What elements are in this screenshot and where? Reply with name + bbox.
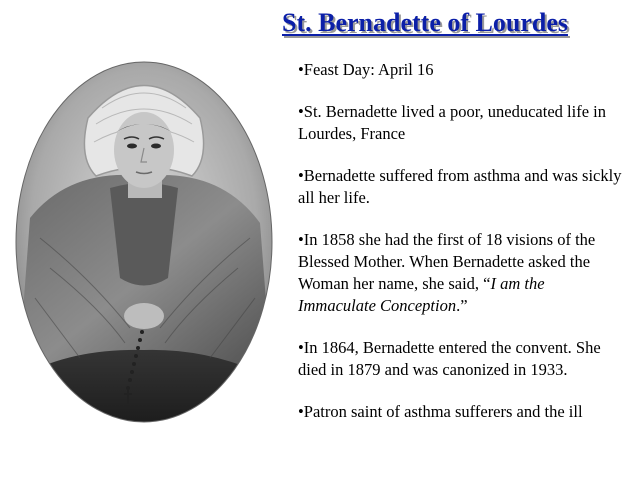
bullet-text: St. Bernadette lived a poor, uneducated life in Lourdes, France — [298, 102, 606, 143]
bullet-text: Feast Day: April 16 — [303, 60, 434, 79]
bullet-text: Patron saint of asthma sufferers and the ill — [303, 402, 583, 421]
bullet-text-end: .” — [456, 296, 468, 315]
bullet-patron — [298, 401, 624, 423]
bullet-text: In 1858 she had the first of 18 visions of the Blessed Mother. When Bernadette asked the Woman her name, she said, “ — [298, 230, 596, 293]
bullet-visions — [298, 229, 624, 317]
portrait-photo — [10, 58, 278, 426]
bullet-feast-day — [298, 59, 624, 81]
bullet-text: In 1864, Bernadette entered the convent. She died in 1879 and was canonized in 1933. — [298, 338, 601, 379]
bullet-marker: • — [298, 230, 304, 249]
bullet-marker: • — [298, 166, 304, 185]
bullet-marker: • — [298, 60, 304, 79]
slide-title: St. Bernadette of Lourdes — [282, 8, 568, 37]
bullet-marker: • — [298, 402, 304, 421]
bullet-early-life — [298, 101, 624, 145]
bullet-marker: • — [298, 338, 304, 357]
bullet-quote: I am the Immaculate Conception — [298, 274, 545, 315]
bullet-list — [298, 59, 624, 423]
bullet-text: Bernadette suffered from asthma and was sickly all her life. — [298, 166, 622, 207]
portrait-photo-icon — [10, 58, 278, 426]
bullet-convent — [298, 337, 624, 381]
bullet-asthma — [298, 165, 624, 209]
bullet-marker: • — [298, 102, 304, 121]
